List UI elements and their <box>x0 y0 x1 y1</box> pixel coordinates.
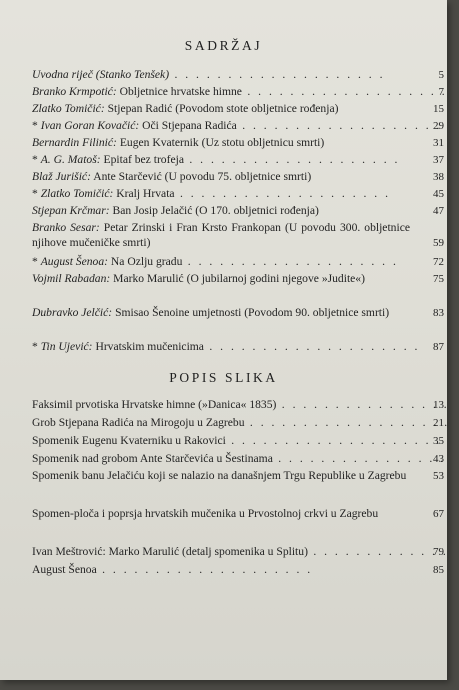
entry-title: Petar Zrinski i Fran Krsto Frankopan (U povodu 300. obljetnice njihove mučeničke smrti) <box>32 221 410 249</box>
illustration-page-number: 43 <box>433 453 444 465</box>
entry-title: Eugen Kvaternik (Uz stotu obljetnicu smrti) <box>119 136 325 149</box>
entry-author: Bernardin Filinić: <box>32 136 117 149</box>
entry-text: Uvodna riječ (Stanko Tenšek) <box>32 68 170 81</box>
illustration-title: Grob Stjepana Radića na Mirogoju u Zagrebu <box>32 416 245 429</box>
entry-author: Dubravko Jelčić: <box>32 306 113 319</box>
contents-entry <box>32 255 444 270</box>
entry-title: Hrvatskim mučenicima <box>95 340 204 353</box>
entry-author: Branko Krmpotić: <box>32 85 117 98</box>
illustration-page-number: 67 <box>433 508 444 520</box>
entry-author: Ivan Goran Kovačić: <box>40 119 140 132</box>
illustration-entry <box>32 545 444 560</box>
entry-title: Epitaf bez trofeja <box>103 153 184 166</box>
entry-author: Vojmil Rabadan: <box>32 272 111 285</box>
illustration-page-number: 35 <box>433 435 444 447</box>
illustration-page-number: 79 <box>433 546 444 558</box>
entry-page-number: 15 <box>433 103 444 115</box>
contents-entry <box>32 187 444 202</box>
entry-page-number: 87 <box>433 341 444 353</box>
illustration-title: Spomen-ploča i poprsja hrvatskih mučenika u Prvostolnoj crkvi u Zagrebu <box>32 507 379 520</box>
contents-entry <box>32 170 444 185</box>
entry-page-number: 7 <box>438 86 444 98</box>
contents-entry <box>32 102 444 117</box>
illustration-entry <box>32 398 444 413</box>
contents-entry <box>32 119 444 134</box>
illustration-title: Spomenik Eugenu Kvaterniku u Rakovici <box>32 434 226 447</box>
illustration-title: Faksimil prvotiska Hrvatske himne (»Danica« 1835) <box>32 398 277 411</box>
entry-page-number: 75 <box>433 273 444 285</box>
entry-author: Tin Ujević: <box>40 340 93 353</box>
poem-marker: * <box>32 340 38 353</box>
entry-author: Stjepan Krčmar: <box>32 204 110 217</box>
illustration-page-number: 85 <box>433 564 444 576</box>
illustration-page-number: 21 <box>433 417 444 429</box>
entry-author: A. G. Matoš: <box>40 153 101 166</box>
entry-title: Ban Josip Jelačić (O 170. obljetnici rođenja) <box>112 204 319 217</box>
entry-author: Zlatko Tomičić: <box>32 102 105 115</box>
entry-title: Ante Starčević (U povodu 75. obljetnice smrti) <box>93 170 312 183</box>
illustration-title: Spomenik nad grobom Ante Starčevića u Šestinama <box>32 452 273 465</box>
entry-title: Kralj Hrvata <box>116 187 175 200</box>
entry-title: Obljetnice hrvatske himne <box>119 85 242 98</box>
contents-entry <box>32 153 444 168</box>
entry-author: Blaž Jurišić: <box>32 170 91 183</box>
entry-page-number: 29 <box>433 120 444 132</box>
entry-page-number: 47 <box>433 205 444 217</box>
poem-marker: * <box>32 255 38 268</box>
poem-marker: * <box>32 153 38 166</box>
entry-title: Smisao Šenoine umjetnosti (Povodom 90. obljetnice smrti) <box>115 306 390 319</box>
contents-entry <box>32 272 444 287</box>
entry-page-number: 31 <box>433 137 444 149</box>
illustration-title: Spomenik banu Jelačiću koji se nalazio na današnjem Trgu Republike u Zagrebu <box>32 469 407 482</box>
entry-author: August Šenoa: <box>40 255 109 268</box>
illustrations-heading: POPIS SLIKA <box>169 370 278 385</box>
illustration-title: Ivan Meštrović: Marko Marulić (detalj spomenika u Splitu) <box>32 545 308 558</box>
entry-title: Na Ozlju gradu <box>110 255 183 268</box>
illustration-page-number: 13 <box>433 399 444 411</box>
illustration-page-number: 53 <box>433 470 444 482</box>
illustration-entry <box>32 563 444 578</box>
entry-author: Branko Sesar: <box>32 221 100 234</box>
contents-entry <box>32 221 444 250</box>
entry-page-number: 45 <box>433 188 444 200</box>
entry-author: Zlatko Tomičić: <box>40 187 114 200</box>
poem-marker: * <box>32 119 38 132</box>
entry-page-number: 83 <box>433 307 444 319</box>
illustration-entry <box>32 469 444 484</box>
illustration-entry <box>32 452 444 467</box>
entry-title: Oči Stjepana Radića <box>142 119 237 132</box>
entry-page-number: 37 <box>433 154 444 166</box>
illustration-entry <box>32 434 444 449</box>
contents-entry <box>32 136 444 151</box>
illustration-entry <box>32 416 444 431</box>
contents-entry <box>32 306 444 321</box>
entry-title: Stjepan Radić (Povodom stote obljetnice rođenja) <box>107 102 339 115</box>
entry-page-number: 38 <box>433 171 444 183</box>
illustration-title: August Šenoa <box>32 563 97 576</box>
poem-marker: * <box>32 187 38 200</box>
contents-entry <box>32 204 444 219</box>
entry-page-number: 72 <box>433 256 444 268</box>
contents-entry <box>32 68 444 83</box>
contents-entry <box>32 340 444 355</box>
illustration-entry <box>32 507 444 522</box>
entry-page-number: 5 <box>438 69 444 81</box>
entry-page-number: 59 <box>433 236 444 249</box>
entry-title: Marko Marulić (O jubilarnoj godini njegove »Judite«) <box>113 272 365 285</box>
contents-entry <box>32 85 444 100</box>
contents-heading: SADRŽAJ <box>184 38 263 53</box>
